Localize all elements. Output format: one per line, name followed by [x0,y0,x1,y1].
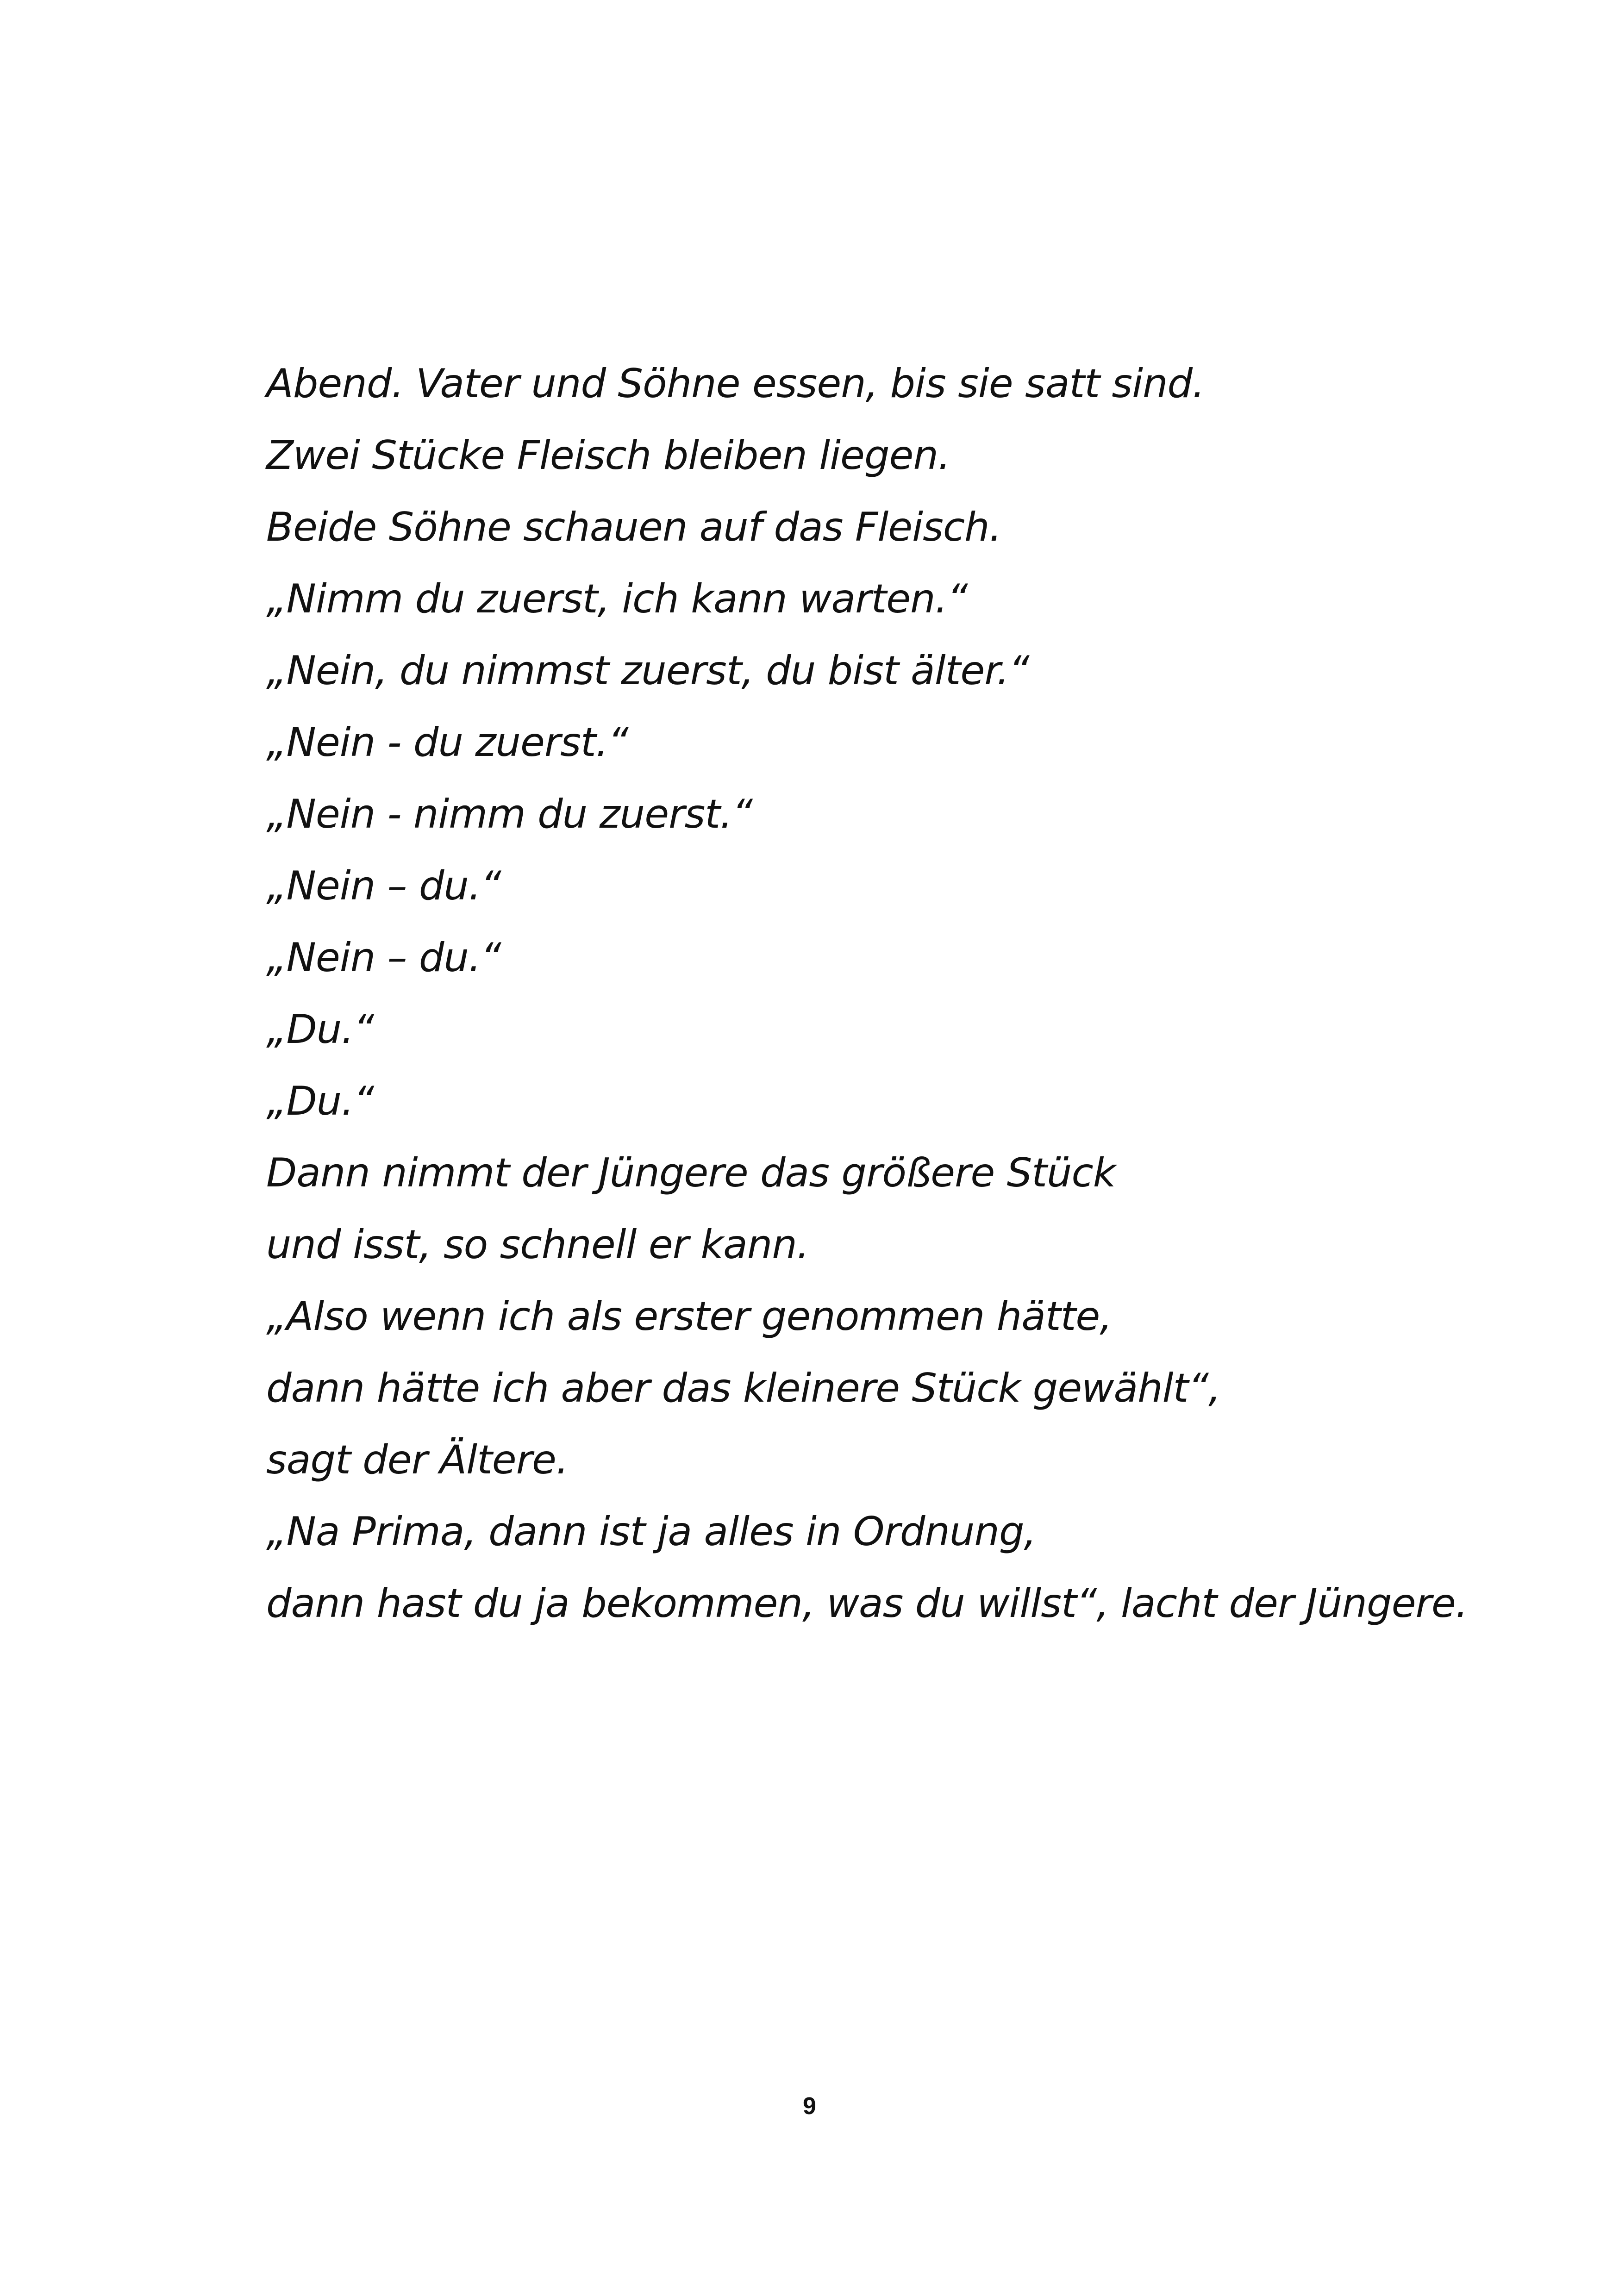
text-line: „Nimm du zuerst, ich kann warten.“ [266,576,968,622]
text-line: Dann nimmt der Jüngere das größere Stück [266,1150,1116,1196]
text-line: „Du.“ [266,1006,374,1053]
text-line: „Nein – du.“ [266,863,501,909]
text-line: „Nein - nimm du zuerst.“ [266,791,752,837]
text-line: „Nein, du nimmst zuerst, du bist älter.“ [266,648,1029,694]
text-line: Beide Söhne schauen auf das Fleisch. [266,504,1002,550]
poem-text [266,348,1563,1640]
text-line: Zwei Stücke Fleisch bleiben liegen. [266,432,950,479]
text-line: „Also wenn ich als erster genommen hätte, [266,1293,1112,1340]
page-number: 9 [803,2093,816,2120]
text-line: dann hätte ich aber das kleinere Stück gewählt“, [266,1365,1221,1411]
text-line: „Du.“ [266,1078,374,1124]
text-line: dann hast du ja bekommen, was du willst“, lacht der Jüngere. [266,1580,1468,1627]
text-line: sagt der Ältere. [266,1437,569,1483]
text-line: „Na Prima, dann ist ja alles in Ordnung, [266,1509,1036,1555]
text-line: „Nein - du zuerst.“ [266,719,628,766]
text-line: und isst, so schnell er kann. [266,1222,809,1268]
text-line: Abend. Vater und Söhne essen, bis sie satt sind. [266,361,1205,407]
text-line: „Nein – du.“ [266,935,501,981]
